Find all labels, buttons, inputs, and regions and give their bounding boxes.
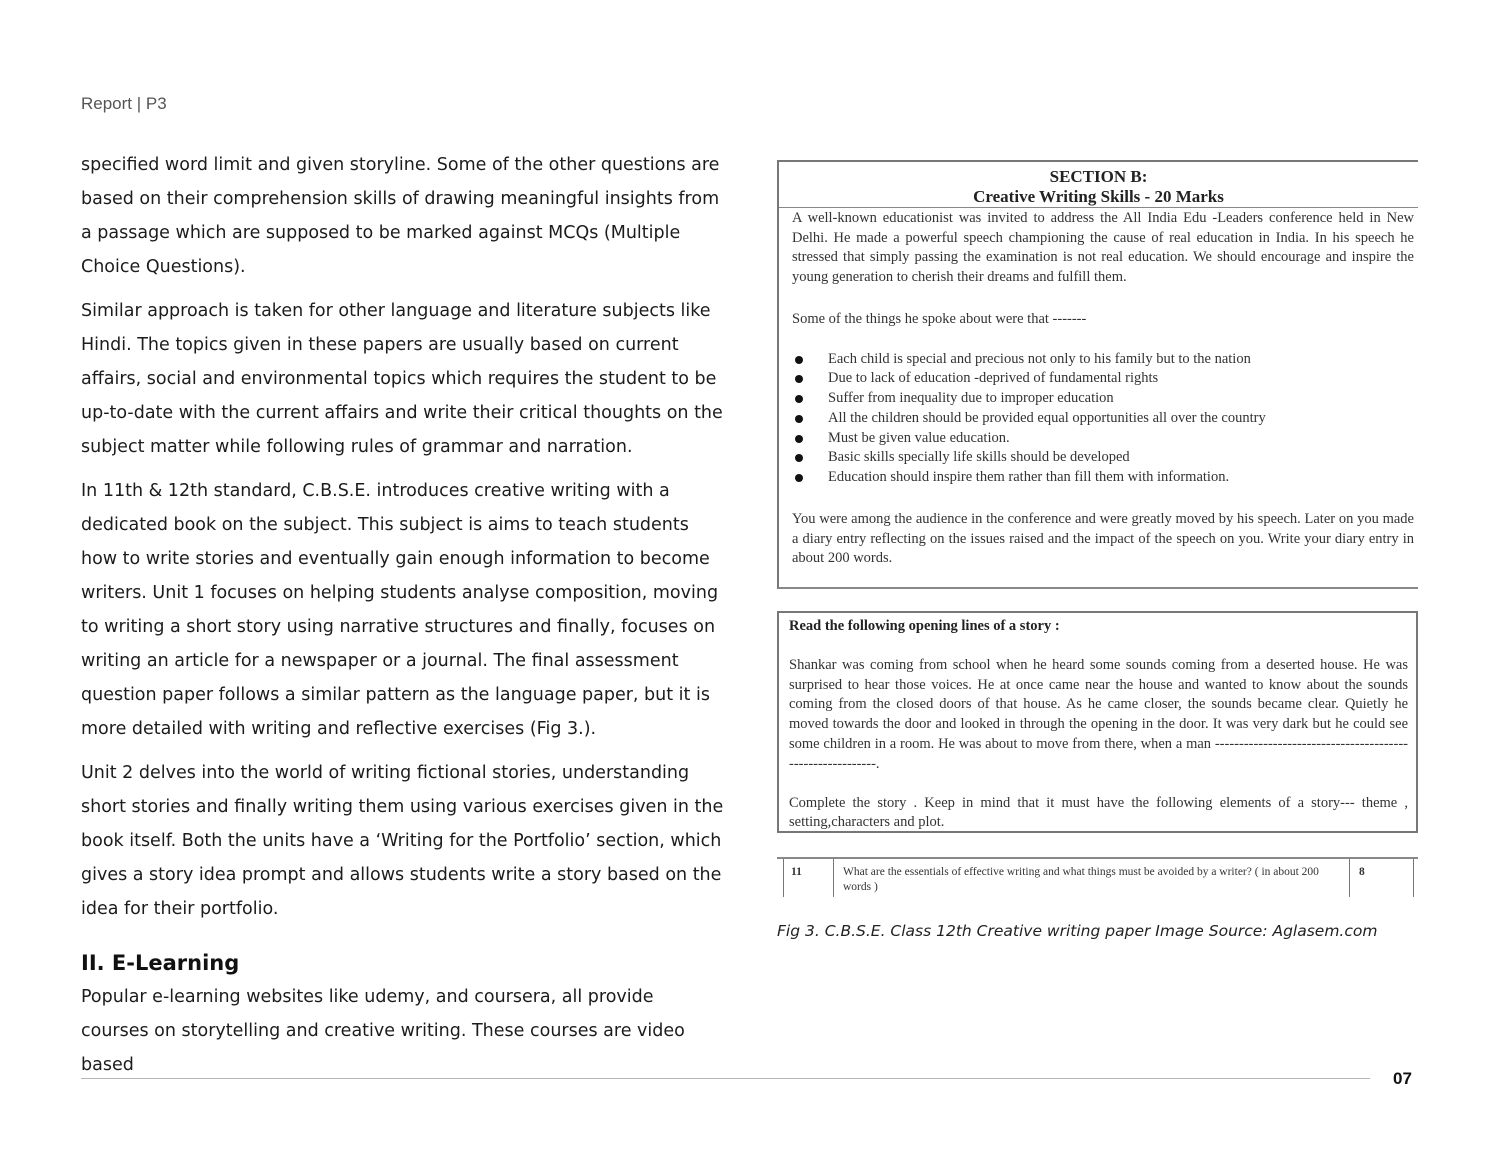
story-heading: Read the following opening lines of a story : <box>789 618 1060 634</box>
section-b-task: You were among the audience in the conference and were greatly moved by his speech. Later on you made a diary entry reflecting on the issues raised and the impact of the speech on you. Write your diary entry in about 200 words. <box>792 511 1414 567</box>
divider <box>833 859 834 897</box>
list-item: Must be given value education. <box>792 429 1414 449</box>
section-heading: II. E-Learning <box>81 951 240 975</box>
paragraph: Unit 2 delves into the world of writing fictional stories, understanding short stories and finally writing them using various exercises given in the book itself. Both the units have a ‘Writing for the Portfolio’ section, which gives a story idea prompt and allows students write a story based on the idea for their portfolio. <box>81 763 724 919</box>
section-b-label: SECTION B: <box>1049 167 1148 186</box>
page-number: 07 <box>1393 1069 1412 1088</box>
paragraph: Popular e-learning websites like udemy, and coursera, all provide courses on storytelling and creative writing. These courses are video based <box>81 987 685 1075</box>
divider <box>1349 859 1350 897</box>
paragraph: In 11th & 12th standard, C.B.S.E. introduces creative writing with a dedicated book on the subject. This subject is aims to teach students how to write stories and eventually gain enough information to become writers. Unit 1 focuses on helping students analyse composition, moving to writing a short story using narrative structures and finally, focuses on writing an article for a newspaper or a journal. The final assessment question paper follows a similar pattern as the language paper, but it is more detailed with writing and reflective exercises (Fig 3.). <box>81 481 719 739</box>
list-item: Each child is special and precious not only to his family but to the nation <box>792 350 1414 370</box>
section-b-subtitle: Creative Writing Skills - 20 Marks <box>973 187 1224 206</box>
question-marks: 8 <box>1359 866 1365 878</box>
list-item: All the children should be provided equal opportunities all over the country <box>792 409 1414 429</box>
question-row <box>777 857 1418 897</box>
list-item: Basic skills specially life skills should be developed <box>792 448 1414 468</box>
divider <box>1413 859 1414 897</box>
exam-paper-figure <box>777 160 1418 897</box>
list-item: Education should inspire them rather than fill them with information. <box>792 468 1414 488</box>
paragraph: specified word limit and given storyline. Some of the other questions are based on their comprehension skills of drawing meaningful insights from a passage which are supposed to be marked against MCQs (Multiple Choice Questions). <box>81 155 720 277</box>
section-b-title <box>779 162 1418 207</box>
divider <box>779 207 1418 208</box>
body-text-column <box>81 148 726 1092</box>
story-box <box>777 611 1418 833</box>
section-b-lead: Some of the things he spoke about were that ------- <box>792 311 1087 327</box>
story-text: Shankar was coming from school when he heard some sounds coming from a deserted house. He was surprised to hear those voices. He at once came near the house and wanted to know about the sounds coming from the closed doors of that house. As he came closer, the sounds became clear. Quietly he moved towards the door and looked in through the opening in the door. It was very dark but he could see some children in a room. He was about to move from there, when a man ----------------------------------------------------------. <box>789 656 1408 772</box>
question-number: 11 <box>791 866 802 878</box>
section-b-body <box>792 209 1414 569</box>
story-body <box>789 617 1408 833</box>
figure-caption: Fig 3. C.B.S.E. Class 12th Creative writing paper Image Source: Aglasem.com <box>777 922 1378 940</box>
list-item: Due to lack of education -deprived of fundamental rights <box>792 369 1414 389</box>
section-b-intro: A well-known educationist was invited to address the All India Edu -Leaders conference held in New Delhi. He made a powerful speech championing the cause of real education in India. In his speech he stressed that simply passing the examination is not real education. We should encourage and inspire the young generation to cherish their dreams and fulfill them. <box>792 210 1414 285</box>
question-text: What are the essentials of effective writing and what things must be avoided by a writer? ( in about 200 words ) <box>843 866 1319 893</box>
bullet-list <box>792 350 1414 489</box>
section-b-box <box>777 160 1418 589</box>
story-task: Complete the story . Keep in mind that it must have the following elements of a story--- theme , setting,characters and plot. <box>789 794 1408 831</box>
divider <box>783 859 784 897</box>
footer-divider <box>81 1078 1370 1079</box>
page-header: Report | P3 <box>81 94 167 113</box>
paragraph: Similar approach is taken for other language and literature subjects like Hindi. The topics given in these papers are usually based on current affairs, social and environmental topics which requires the student to be up-to-date with the current affairs and write their critical thoughts on the subject matter while following rules of grammar and narration. <box>81 301 723 457</box>
list-item: Suffer from inequality due to improper education <box>792 389 1414 409</box>
